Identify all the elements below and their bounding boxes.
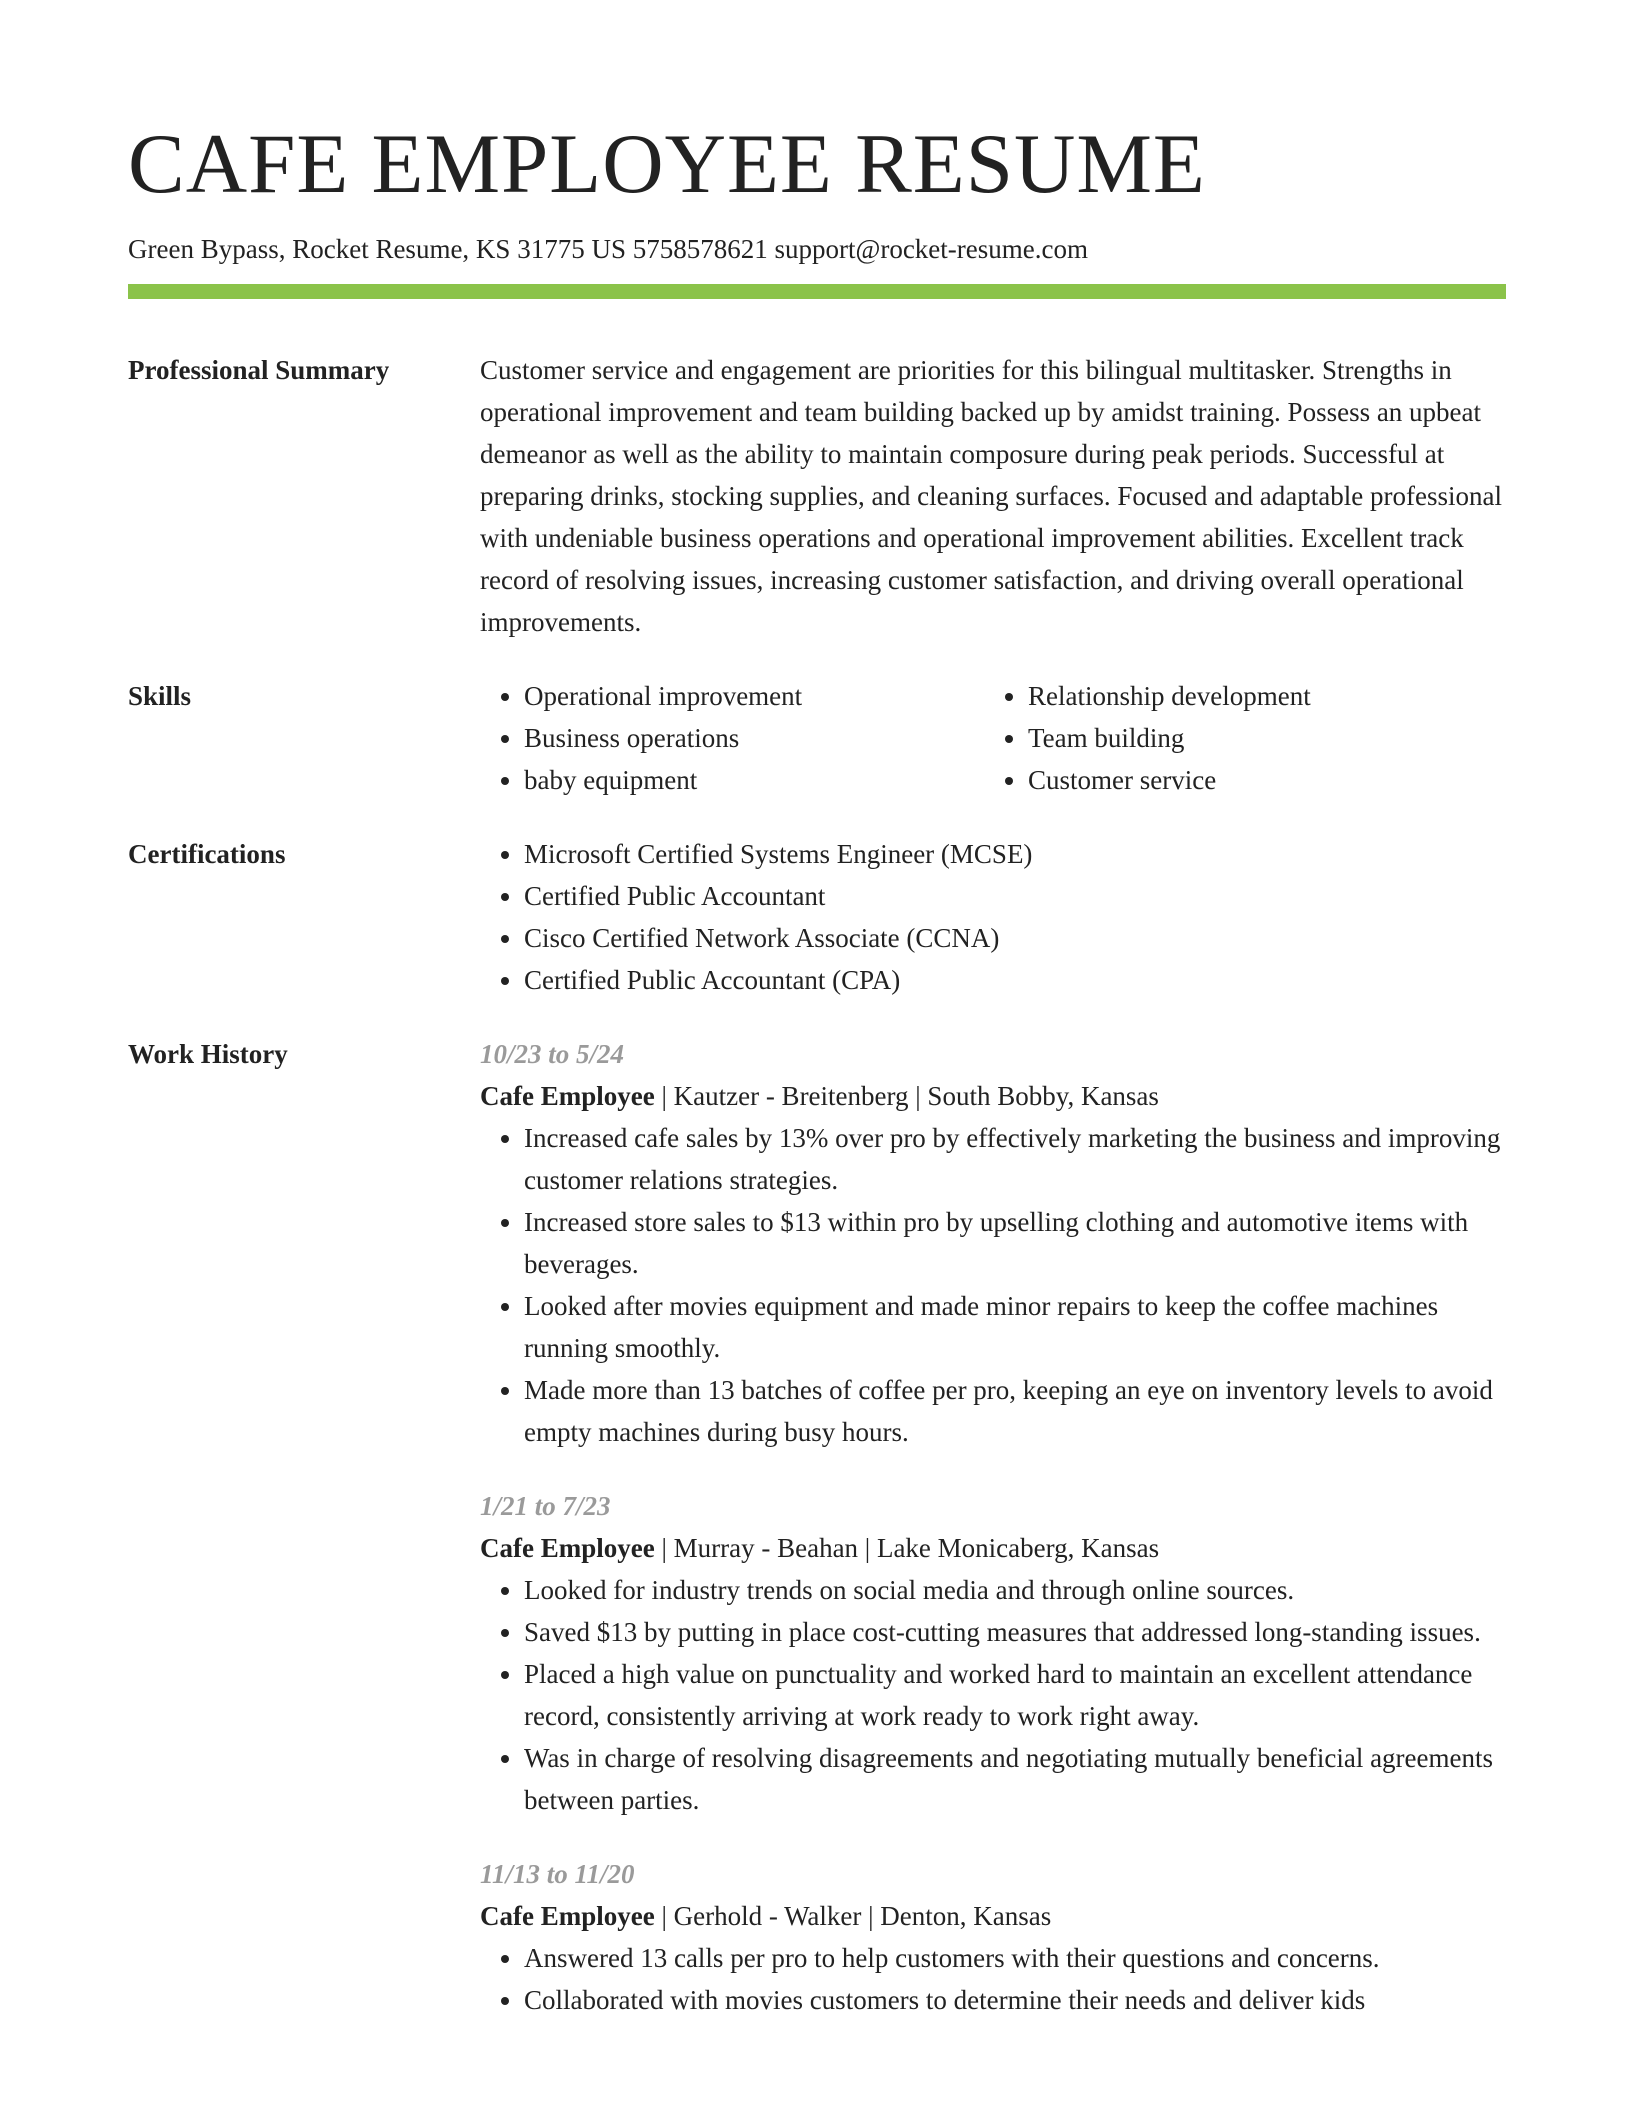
- job-bullet: • Increased cafe sales by 13% over pro by effectively marketing the business and improving customer relations strategies.: [524, 1117, 1506, 1201]
- job-bullets: [480, 1117, 1506, 1453]
- job-title: Cafe Employee: [480, 1081, 655, 1112]
- skill-item: • baby equipment: [524, 759, 984, 801]
- certification-item: • Cisco Certified Network Associate (CCNA): [524, 917, 1506, 959]
- job-bullet: • Increased store sales to $13 within pro by upselling clothing and automotive items with beverages.: [524, 1201, 1506, 1285]
- job-bullet: • Answered 13 calls per pro to help customers with their questions and concerns.: [524, 1937, 1506, 1979]
- skills-heading: Skills: [128, 681, 192, 712]
- work-history-heading: Work History: [128, 1039, 288, 1070]
- work-history-section: [128, 1033, 1506, 2053]
- job-bullet: • Made more than 13 batches of coffee per pro, keeping an eye on inventory levels to avoid empty machines during busy hours.: [524, 1369, 1506, 1453]
- skill-item: • Business operations: [524, 717, 984, 759]
- certification-item: • Certified Public Accountant: [524, 875, 1506, 917]
- summary-section: [128, 349, 1506, 643]
- job-title: Cafe Employee: [480, 1901, 655, 1932]
- summary-heading: Professional Summary: [128, 355, 390, 386]
- certification-item: • Microsoft Certified Systems Engineer (MCSE): [524, 833, 1506, 875]
- job-details: | Kautzer - Breitenberg | South Bobby, Kansas: [654, 1081, 1159, 1112]
- job-bullets: [480, 1937, 1506, 2021]
- job-bullet: • Placed a high value on punctuality and worked hard to maintain an excellent attendance record, consistently arriving at work ready to work right away.: [524, 1653, 1506, 1737]
- job-entry: [480, 1033, 1506, 1453]
- job-heading: [480, 1075, 1506, 1117]
- resume-title: CAFE EMPLOYEE RESUME: [128, 117, 1206, 211]
- job-bullet: • Looked for industry trends on social media and through online sources.: [524, 1569, 1506, 1611]
- job-details: | Gerhold - Walker | Denton, Kansas: [654, 1901, 1052, 1932]
- job-entry: [480, 1485, 1506, 1821]
- job-heading: [480, 1527, 1506, 1569]
- job-bullet: • Collaborated with movies customers to determine their needs and deliver kids: [524, 1979, 1506, 2021]
- job-bullet: • Looked after movies equipment and made minor repairs to keep the coffee machines running smoothly.: [524, 1285, 1506, 1369]
- job-title: Cafe Employee: [480, 1533, 655, 1564]
- job-bullet: • Was in charge of resolving disagreements and negotiating mutually beneficial agreements between parties.: [524, 1737, 1506, 1821]
- header-divider: [128, 284, 1506, 299]
- job-date: 11/13 to 11/20: [480, 1859, 635, 1890]
- job-bullets: [480, 1569, 1506, 1821]
- certifications-list: [480, 833, 1506, 1001]
- job-heading: [480, 1895, 1506, 1937]
- job-bullet: • Saved $13 by putting in place cost-cutting measures that addressed long-standing issues.: [524, 1611, 1506, 1653]
- job-date: 10/23 to 5/24: [480, 1039, 625, 1070]
- resume-page: [128, 0, 1506, 2053]
- skill-item: • Operational improvement: [524, 675, 984, 717]
- skills-list-right: [984, 675, 1488, 801]
- skills-list-left: [480, 675, 984, 801]
- contact-line: Green Bypass, Rocket Resume, KS 31775 US 5758578621 support@rocket-resume.com: [128, 234, 1088, 264]
- certification-item: • Certified Public Accountant (CPA): [524, 959, 1506, 1001]
- job-date: 1/21 to 7/23: [480, 1491, 611, 1522]
- skill-item: • Relationship development: [1028, 675, 1488, 717]
- skill-item: • Customer service: [1028, 759, 1488, 801]
- skill-item: • Team building: [1028, 717, 1488, 759]
- skills-section: [128, 675, 1506, 801]
- job-entry: [480, 1853, 1506, 2021]
- certifications-heading: Certifications: [128, 839, 286, 870]
- job-details: | Murray - Beahan | Lake Monicaberg, Kansas: [654, 1533, 1160, 1564]
- summary-text: Customer service and engagement are priorities for this bilingual multitasker. Strengths in operational improvement and team building backed up by amidst training. Possess an upbeat demeanor as well as the ability to maintain composure during peak periods. Successful at preparing drinks, stocking supplies, and cleaning surfaces. Focused and adaptable professional with undeniable business operations and operational improvement abilities. Excellent track record of resolving issues, increasing customer satisfaction, and driving overall operational improvements.: [480, 355, 1502, 638]
- certifications-section: [128, 833, 1506, 1001]
